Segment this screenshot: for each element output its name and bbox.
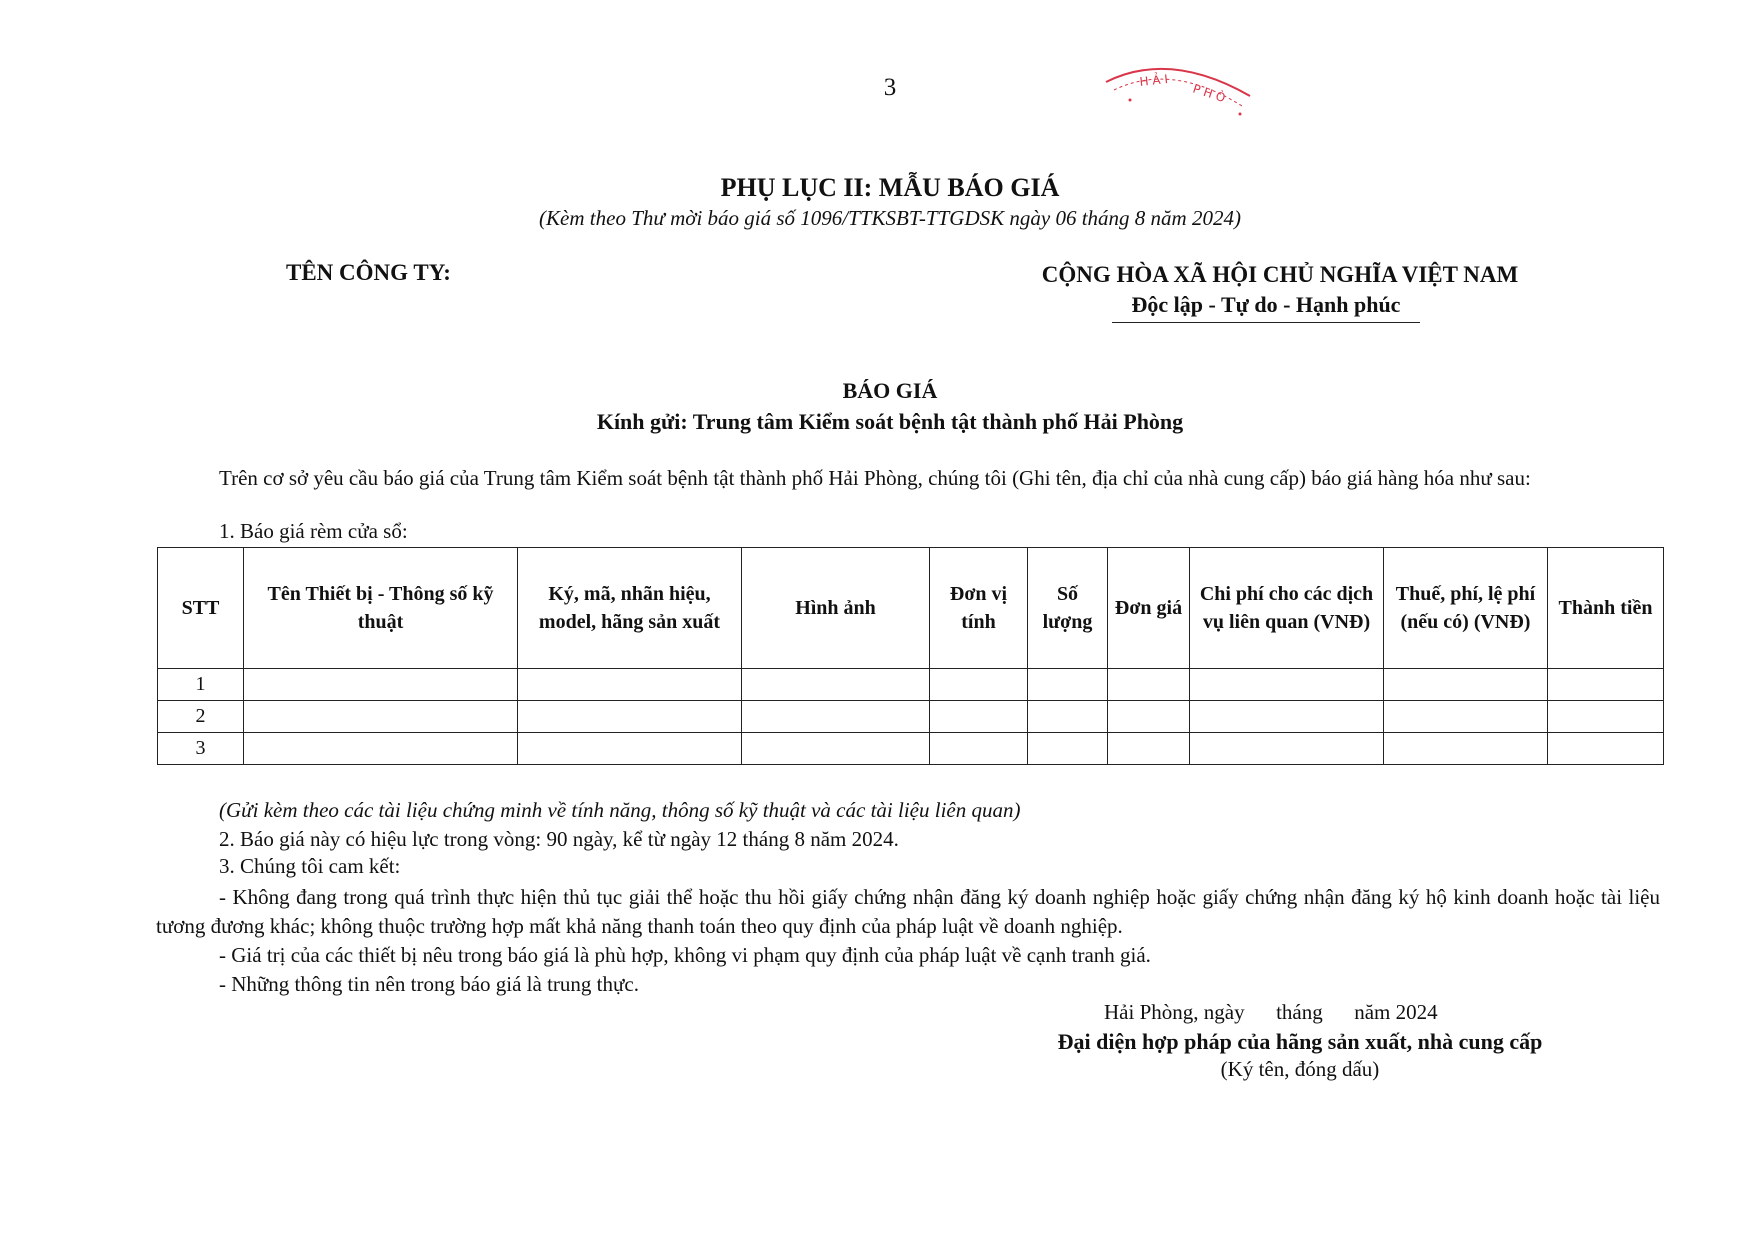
motto-underline bbox=[1112, 322, 1420, 323]
table-row bbox=[158, 733, 1664, 765]
intro-paragraph: Trên cơ sở yêu cầu báo giá của Trung tâm Kiểm soát bệnh tật thành phố Hải Phòng, chúng tôi (Ghi tên, địa chỉ của nhà cung cấp) báo giá hàng hóa như sau: bbox=[219, 466, 1531, 490]
table-header-row bbox=[158, 548, 1664, 669]
validity-line: 2. Báo giá này có hiệu lực trong vòng: 90 ngày, kể từ ngày 12 tháng 8 năm 2024. bbox=[219, 827, 899, 851]
attachment-note: (Gửi kèm theo các tài liệu chứng minh về tính năng, thông số kỹ thuật và các tài liệu liên quan) bbox=[219, 798, 1021, 822]
table-cell bbox=[1548, 669, 1664, 701]
recipient-line: Kính gửi: Trung tâm Kiểm soát bệnh tật thành phố Hải Phòng bbox=[596, 409, 1184, 434]
quotation-table bbox=[157, 547, 1664, 765]
header-stt: STT bbox=[158, 548, 244, 669]
header-device-name: Tên Thiết bị - Thông số kỹ thuật bbox=[244, 548, 518, 669]
header-unit-price: Đơn giá bbox=[1108, 548, 1190, 669]
company-label: TÊN CÔNG TY: bbox=[286, 260, 451, 285]
cell-stt: 3 bbox=[158, 733, 244, 765]
table-cell bbox=[244, 733, 518, 765]
table-cell bbox=[518, 669, 742, 701]
table-cell bbox=[518, 733, 742, 765]
header-service-cost: Chi phí cho các dịch vụ liên quan (VNĐ) bbox=[1190, 548, 1384, 669]
table-cell bbox=[1108, 733, 1190, 765]
table-cell bbox=[1028, 733, 1108, 765]
table-cell bbox=[930, 669, 1028, 701]
document-title: PHỤ LỤC II: MẪU BÁO GIÁ bbox=[720, 173, 1060, 202]
table-cell bbox=[742, 701, 930, 733]
national-motto: Độc lập - Tự do - Hạnh phúc bbox=[1131, 292, 1401, 317]
cell-stt: 2 bbox=[158, 701, 244, 733]
table-cell bbox=[1548, 733, 1664, 765]
table-cell bbox=[1384, 733, 1548, 765]
table-cell bbox=[518, 701, 742, 733]
page-number: 3 bbox=[883, 74, 897, 101]
commitment-item-3: - Những thông tin nên trong báo giá là trung thực. bbox=[219, 972, 639, 996]
table-cell bbox=[1384, 669, 1548, 701]
date-line: Hải Phòng, ngày tháng năm 2024 bbox=[1104, 1000, 1438, 1024]
red-stamp-seal bbox=[1100, 56, 1260, 126]
table-cell bbox=[1108, 701, 1190, 733]
table-cell bbox=[244, 669, 518, 701]
svg-text:H Ả I: H Ả I bbox=[1138, 72, 1169, 89]
header-quantity: Số lượng bbox=[1028, 548, 1108, 669]
header-brand-model: Ký, mã, nhãn hiệu, model, hãng sản xuất bbox=[518, 548, 742, 669]
table-cell bbox=[1190, 733, 1384, 765]
representative-title: Đại diện hợp pháp của hãng sản xuất, nhà cung cấp bbox=[1057, 1029, 1543, 1054]
signature-note: (Ký tên, đóng dấu) bbox=[1220, 1057, 1380, 1081]
table-cell bbox=[1028, 701, 1108, 733]
header-unit: Đơn vị tính bbox=[930, 548, 1028, 669]
item-1-label: 1. Báo giá rèm cửa sổ: bbox=[219, 519, 408, 543]
header-total: Thành tiền bbox=[1548, 548, 1664, 669]
table-cell bbox=[1190, 701, 1384, 733]
table-cell bbox=[244, 701, 518, 733]
document-subtitle: (Kèm theo Thư mời báo giá số 1096/TTKSBT-TTGDSK ngày 06 tháng 8 năm 2024) bbox=[539, 206, 1241, 230]
table-cell bbox=[742, 733, 930, 765]
national-title: CỘNG HÒA XÃ HỘI CHỦ NGHĨA VIỆT NAM bbox=[1041, 262, 1519, 287]
header-tax-fee: Thuế, phí, lệ phí (nếu có) (VNĐ) bbox=[1384, 548, 1548, 669]
table-cell bbox=[1190, 669, 1384, 701]
table-row bbox=[158, 669, 1664, 701]
commitment-item-2: - Giá trị của các thiết bị nêu trong báo giá là phù hợp, không vi phạm quy định của pháp luật về cạnh tranh giá. bbox=[219, 943, 1151, 967]
table-cell bbox=[930, 733, 1028, 765]
commitment-item-1: - Không đang trong quá trình thực hiện thủ tục giải thể hoặc thu hồi giấy chứng nhận đăng ký doanh nghiệp hoặc giấy chứng nhận đăng ký hộ kinh doanh hoặc tài liệu tương đương khác; không thuộc trường hợp mất khả năng thanh toán theo quy định của pháp luật về doanh nghiệp. bbox=[156, 885, 1660, 938]
cell-stt: 1 bbox=[158, 669, 244, 701]
commitment-heading: 3. Chúng tôi cam kết: bbox=[219, 854, 401, 878]
table-cell bbox=[1384, 701, 1548, 733]
table-cell bbox=[1548, 701, 1664, 733]
svg-text:P H Ò: P H Ò bbox=[1191, 81, 1228, 106]
table-cell bbox=[742, 669, 930, 701]
table-cell bbox=[1108, 669, 1190, 701]
table-row bbox=[158, 701, 1664, 733]
table-cell bbox=[1028, 669, 1108, 701]
table-cell bbox=[930, 701, 1028, 733]
quotation-heading: BÁO GIÁ bbox=[842, 378, 938, 403]
header-image: Hình ảnh bbox=[742, 548, 930, 669]
